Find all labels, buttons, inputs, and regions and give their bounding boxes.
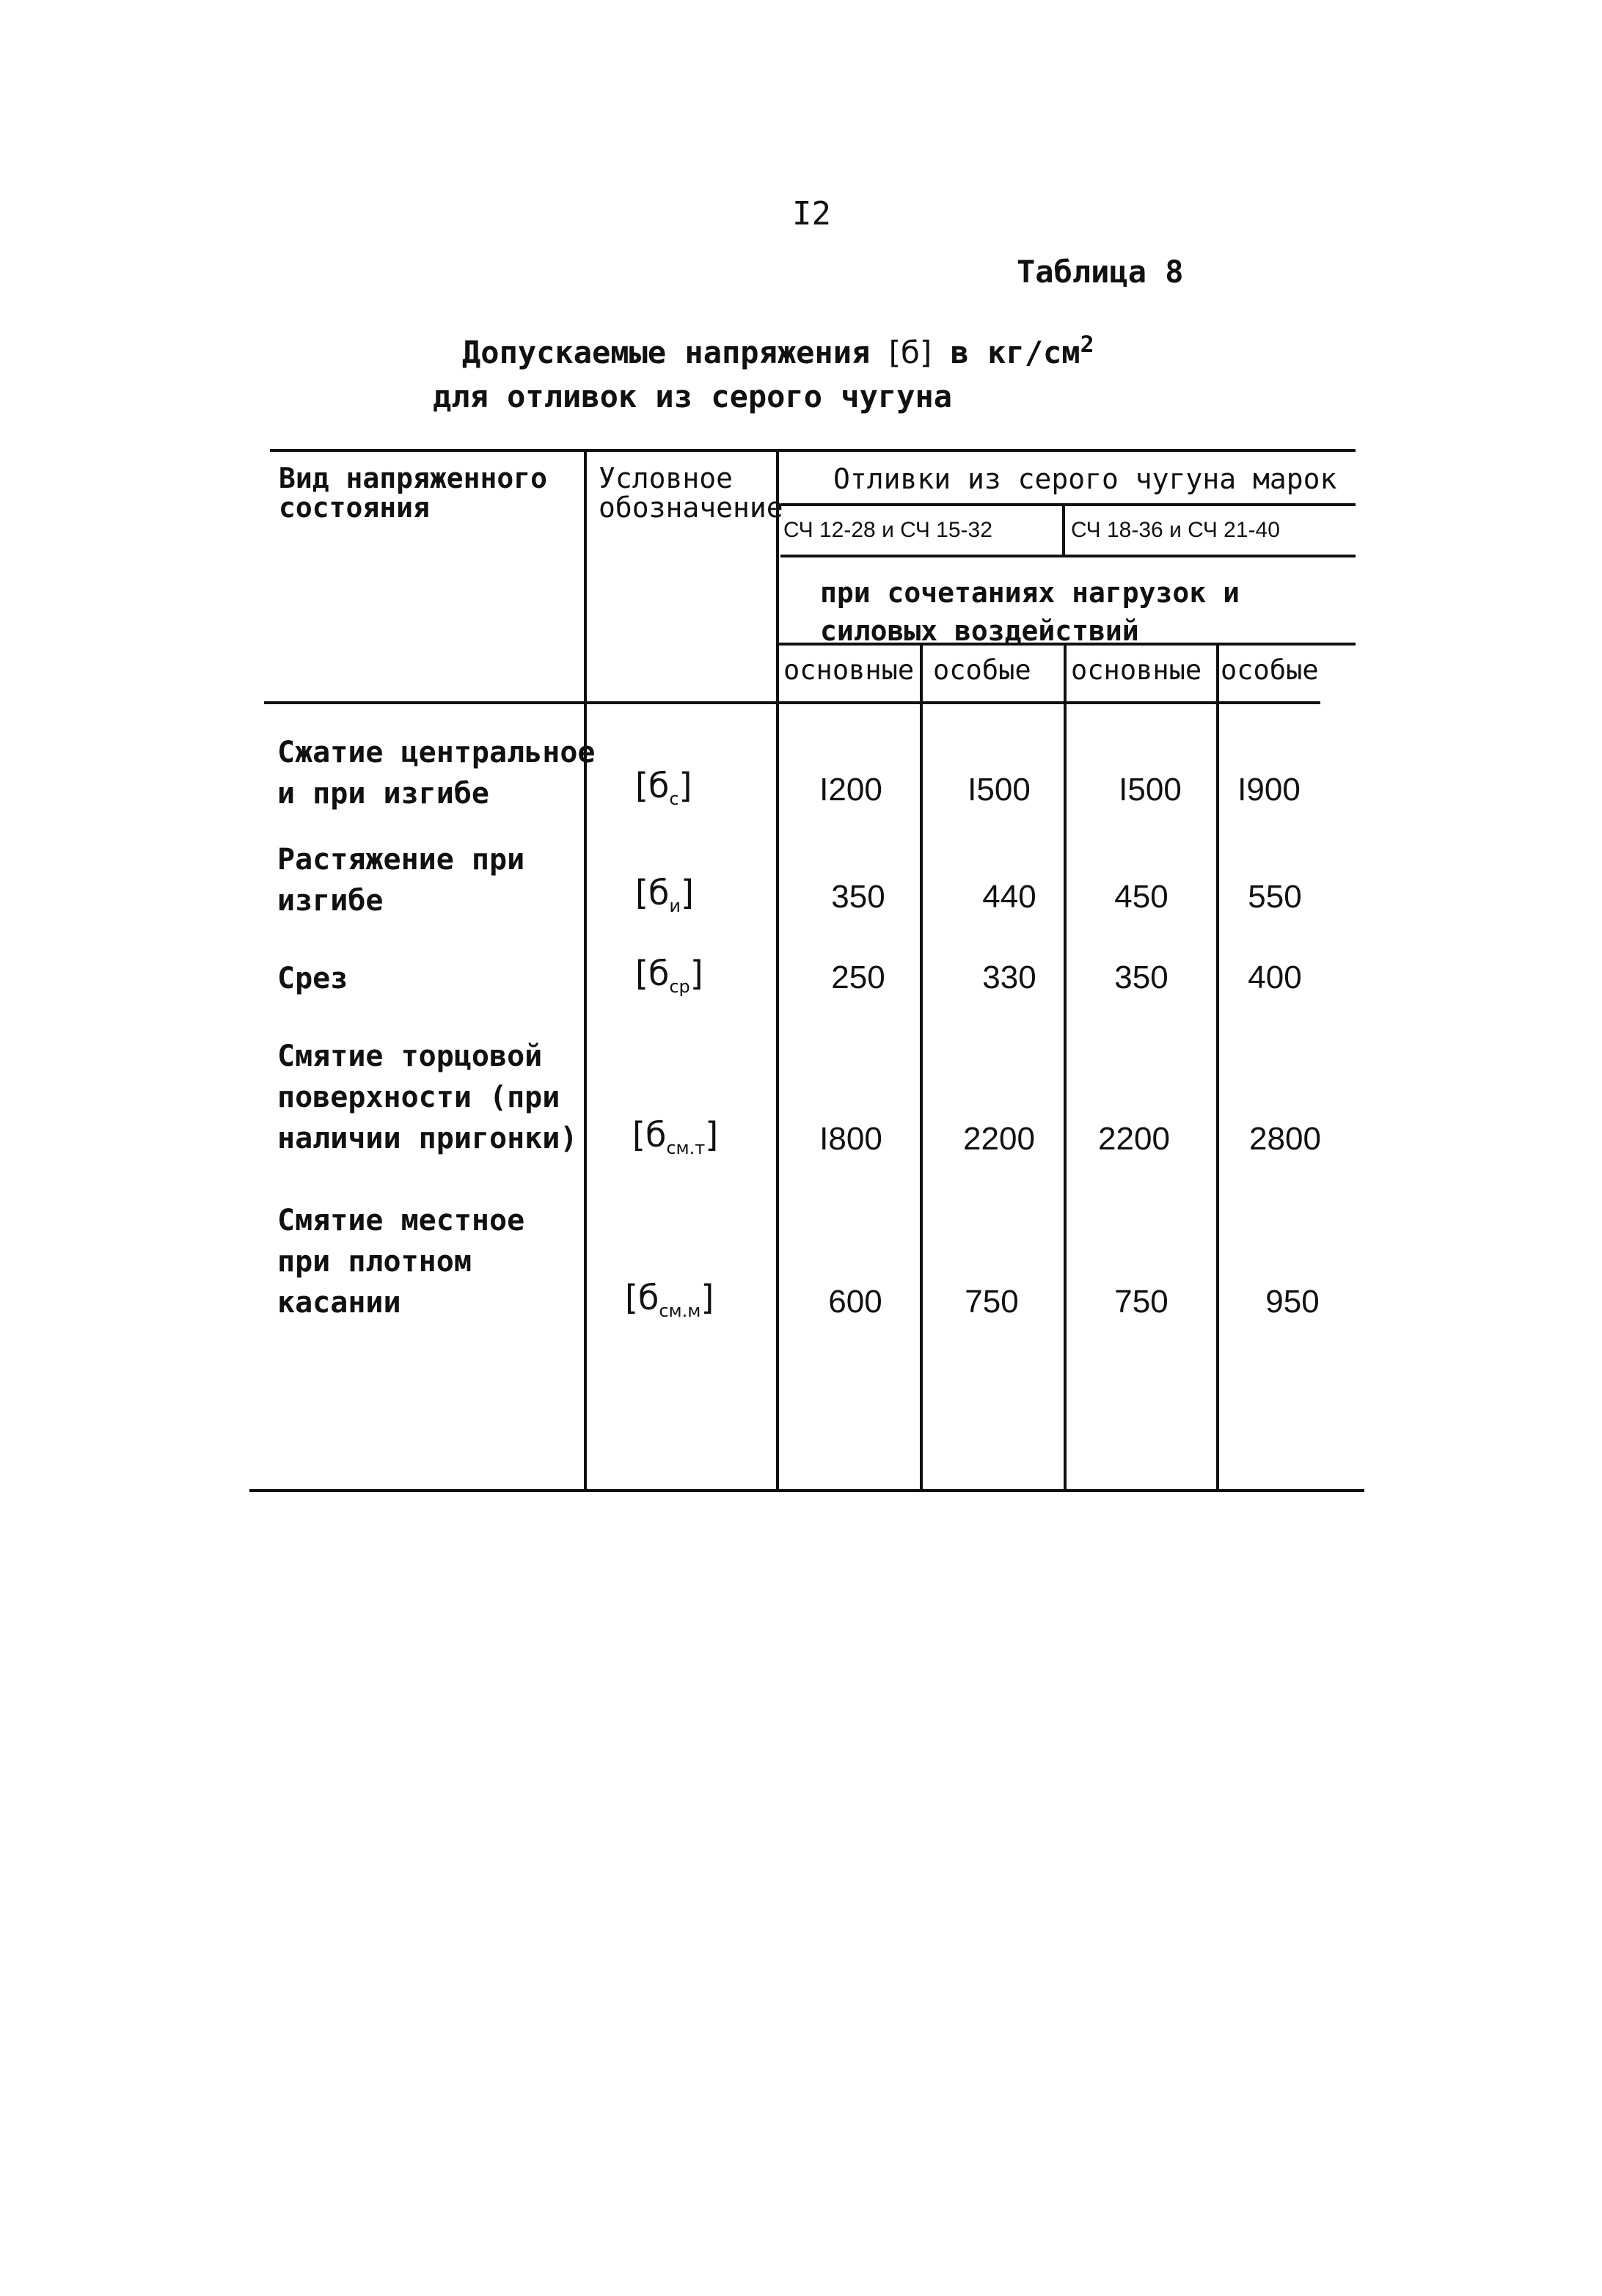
col-divider-2 bbox=[776, 450, 779, 1489]
row-value: I200 bbox=[819, 772, 882, 808]
header-subcol-1: основные bbox=[783, 654, 915, 686]
title-unit-power: 2 bbox=[1080, 332, 1094, 358]
row-value: 350 bbox=[1114, 959, 1168, 995]
row-symbol-tension: $[б_и]$ bbox=[635, 873, 694, 917]
header-grade-group-2: СЧ 18-36 и СЧ 21-40 bbox=[1071, 518, 1280, 542]
title-symbol: [б] bbox=[888, 334, 932, 370]
row-value: 350 bbox=[831, 879, 885, 915]
row-value: I800 bbox=[819, 1121, 882, 1157]
row-value: 250 bbox=[831, 959, 885, 995]
page-number: I2 bbox=[792, 195, 831, 233]
header-group: Отливки из серого чугуна марок bbox=[833, 463, 1337, 495]
row-label-tension: Растяжение при изгибе bbox=[277, 843, 525, 918]
header-subcol-3: основные bbox=[1071, 654, 1202, 686]
row-value: 750 bbox=[1114, 1284, 1168, 1320]
grade-bottom-rule bbox=[780, 555, 1356, 557]
row-value: 450 bbox=[1114, 879, 1168, 915]
header-symbol: Условное обозначение bbox=[599, 462, 783, 524]
row-label-end-bearing: Смятие торцовой поверхности (при наличии пригонки) bbox=[277, 1039, 578, 1155]
col-divider-3 bbox=[920, 646, 923, 1489]
row-value: 2200 bbox=[963, 1121, 1035, 1157]
row-label-shear: Срез bbox=[277, 962, 348, 995]
row-value: 440 bbox=[982, 879, 1036, 915]
row-symbol-end-bearing: $[б_{см.т}]$ bbox=[632, 1115, 719, 1159]
table-bottom-rule bbox=[249, 1489, 1364, 1492]
row-value: I500 bbox=[1119, 772, 1182, 808]
grade-divider bbox=[1062, 503, 1065, 556]
row-value: 400 bbox=[1248, 959, 1302, 995]
row-value: 2800 bbox=[1249, 1121, 1321, 1157]
header-grade-group-1: СЧ 12-28 и СЧ 15-32 bbox=[783, 518, 992, 542]
row-symbol-local-bearing: $[б_{см.м}]$ bbox=[625, 1278, 714, 1322]
row-value: 950 bbox=[1265, 1284, 1320, 1320]
row-value: I900 bbox=[1237, 772, 1301, 808]
row-value: 600 bbox=[828, 1284, 882, 1320]
header-bottom-rule bbox=[264, 701, 1320, 704]
header-type: Вид напряженного состояния bbox=[279, 462, 548, 524]
table-title-line2: для отливок из серого чугуна bbox=[433, 379, 953, 414]
title-unit: в кг/см bbox=[950, 334, 1080, 370]
row-label-local-bearing: Смятие местное при плотном касании bbox=[277, 1204, 525, 1320]
header-subcol-2: особые bbox=[933, 654, 1031, 686]
header-subcol-4: особые bbox=[1221, 654, 1319, 686]
grade-rule bbox=[780, 503, 1356, 506]
table-label: Таблица 8 bbox=[1017, 254, 1184, 290]
row-value: I500 bbox=[968, 772, 1031, 808]
table-title-line1 bbox=[462, 334, 1094, 370]
row-symbol-compression: $[б_с]$ bbox=[635, 766, 692, 810]
row-value: 2200 bbox=[1098, 1121, 1170, 1157]
row-value: 550 bbox=[1248, 879, 1302, 915]
row-value: 750 bbox=[965, 1284, 1019, 1320]
table-top-rule bbox=[270, 449, 1356, 452]
title-prefix: Допускаемые напряжения bbox=[462, 334, 871, 370]
header-load-combo: при сочетаниях нагрузок и силовых воздействий bbox=[820, 577, 1240, 647]
row-label-compression: Сжатие центральное и при изгибе bbox=[277, 736, 596, 811]
row-symbol-shear: $[б_{ср}]$ bbox=[635, 954, 703, 998]
row-value: 330 bbox=[982, 959, 1036, 995]
